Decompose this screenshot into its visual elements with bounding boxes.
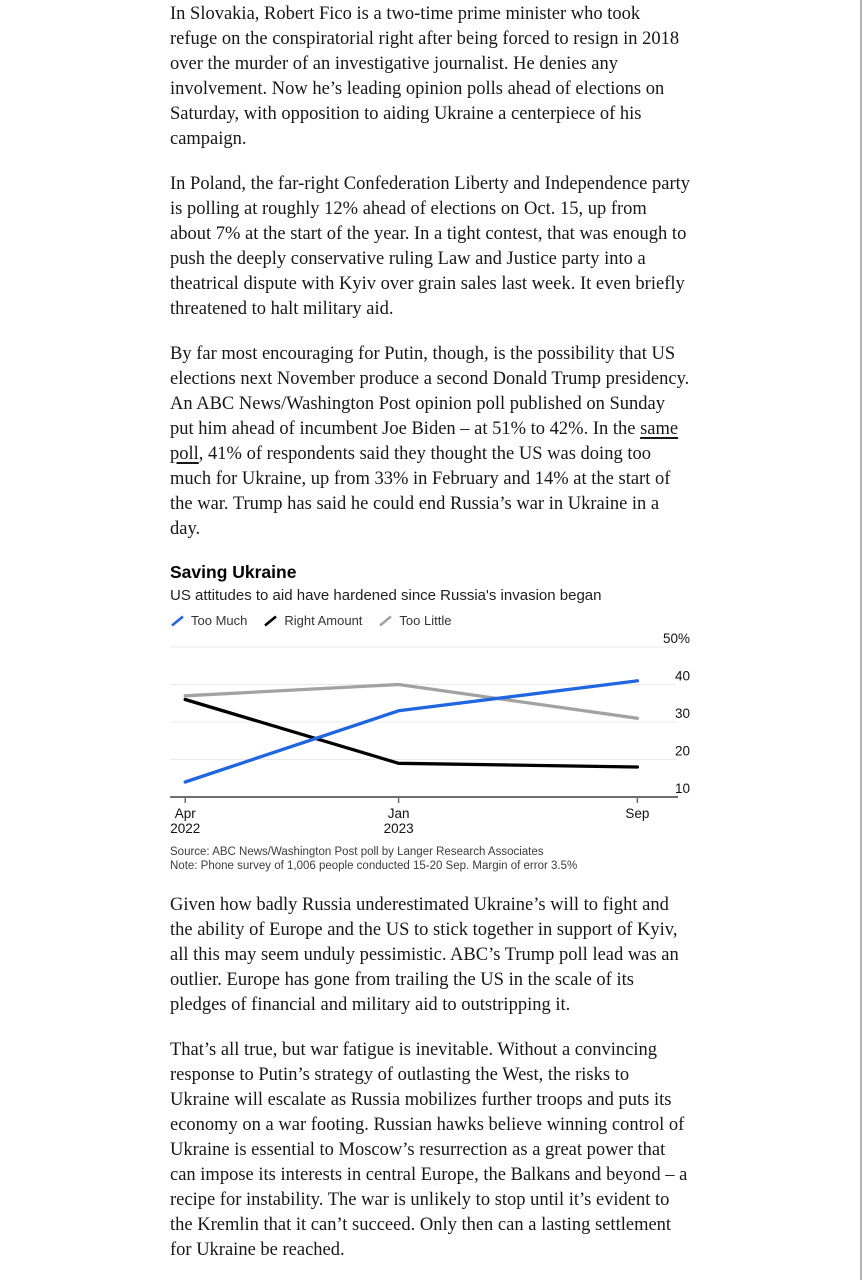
chart-legend	[170, 612, 690, 629]
chart-subtitle: US attitudes to aid have hardened since Russia's invasion began	[170, 587, 602, 604]
article-paragraph: Given how badly Russia underestimated Ukraine’s will to fight and the ability of Europe and the US to stick together in support of Kyiv, all this may seem unduly pessimistic. ABC’s Trump poll lead was an outlier. Europe has gone from trailing the US in the scale of its pledges of financial and military aid to outstripping it.	[170, 895, 679, 1015]
article-paragraph: That’s all true, but war fatigue is inevitable. Without a convincing response to Putin’s strategy of outlasting the West, the risks to Ukraine will escalate as Russia mobilizes further troops and puts its economy on a war footing. Russian hawks believe winning control of Ukraine is essential to Moscow’s resurrection as a great power that can impose its interests in central Europe, the Balkans and beyond – a recipe for instability. The war is unlikely to stop until it’s evident to the Kremlin that it can’t succeed. Only then can a lasting settlement for Ukraine be reached.	[170, 1040, 688, 1260]
legend-item-too-little	[378, 613, 451, 628]
legend-slash-icon	[170, 614, 185, 628]
x-axis-label: Apr	[174, 806, 196, 821]
chart-source: Source: ABC News/Washington Post poll by Langer Research Associates	[170, 846, 544, 858]
legend-slash-icon	[378, 614, 393, 628]
page-right-border	[860, 0, 862, 1280]
legend-slash-icon	[263, 614, 278, 628]
legend-item-too-much	[170, 613, 247, 628]
y-axis-label: 40	[674, 668, 690, 684]
article-paragraph	[170, 342, 690, 542]
x-axis-label: 2023	[383, 821, 414, 835]
legend-label: Too Little	[399, 613, 452, 628]
legend-item-right-amount	[263, 613, 362, 628]
article-paragraph: In Poland, the far-right Confederation Liberty and Independence party is polling at roughly 12% ahead of elections on Oct. 15, up from about 7% at the start of the year. In a tight contest, that was enough to push the deeply conservative ruling Law and Justice party into a theatrical dispute with Kyiv over grain sales last week. It even briefly threatened to halt military aid.	[170, 174, 691, 319]
y-axis-label: 20	[674, 743, 690, 759]
y-axis-label: 50%	[662, 631, 690, 646]
paragraph-text: , 41% of respondents said they thought the US was doing too much for Ukraine, up from 33% in February and 14% at the start of the war. Trump has said he could end Russia’s war in Ukraine in a day.	[170, 444, 671, 539]
article-body	[170, 0, 690, 1263]
article-paragraph: In Slovakia, Robert Fico is a two-time prime minister who took refuge on the conspiratorial right after being forced to resign in 2018 over the murder of an investigative journalist. He denies any involvement. Now he’s leading opinion polls ahead of elections on Saturday, with opposition to aiding Ukraine a centerpiece of his campaign.	[170, 4, 680, 149]
y-axis-label: 30	[674, 706, 690, 721]
chart-title: Saving Ukraine	[170, 562, 297, 582]
legend-label: Too Much	[191, 613, 248, 628]
legend-label: Right Amount	[284, 613, 363, 628]
chart-note: Note: Phone survey of 1,006 people conducted 15-20 Sep. Margin of error 3.5%	[170, 860, 578, 872]
x-axis-label: Jan	[387, 806, 410, 821]
same-poll-link[interactable]: same poll	[170, 419, 679, 464]
chart-saving-ukraine	[170, 562, 690, 873]
x-axis-label: 2022	[170, 821, 201, 835]
slash-line	[380, 616, 391, 625]
x-axis-label: Sep	[625, 806, 650, 821]
line-chart-svg	[170, 629, 690, 835]
y-axis-label: 10	[674, 781, 690, 796]
chart-footnote	[170, 845, 690, 873]
slash-line	[265, 616, 276, 625]
paragraph-text: By far most encouraging for Putin, though, is the possibility that US elections next November produce a second Donald Trump presidency. An ABC News/Washington Post opinion poll published on Sunday put him ahead of incumbent Joe Biden – at 51% to 42%. In the	[170, 344, 690, 439]
slash-line	[172, 616, 183, 625]
